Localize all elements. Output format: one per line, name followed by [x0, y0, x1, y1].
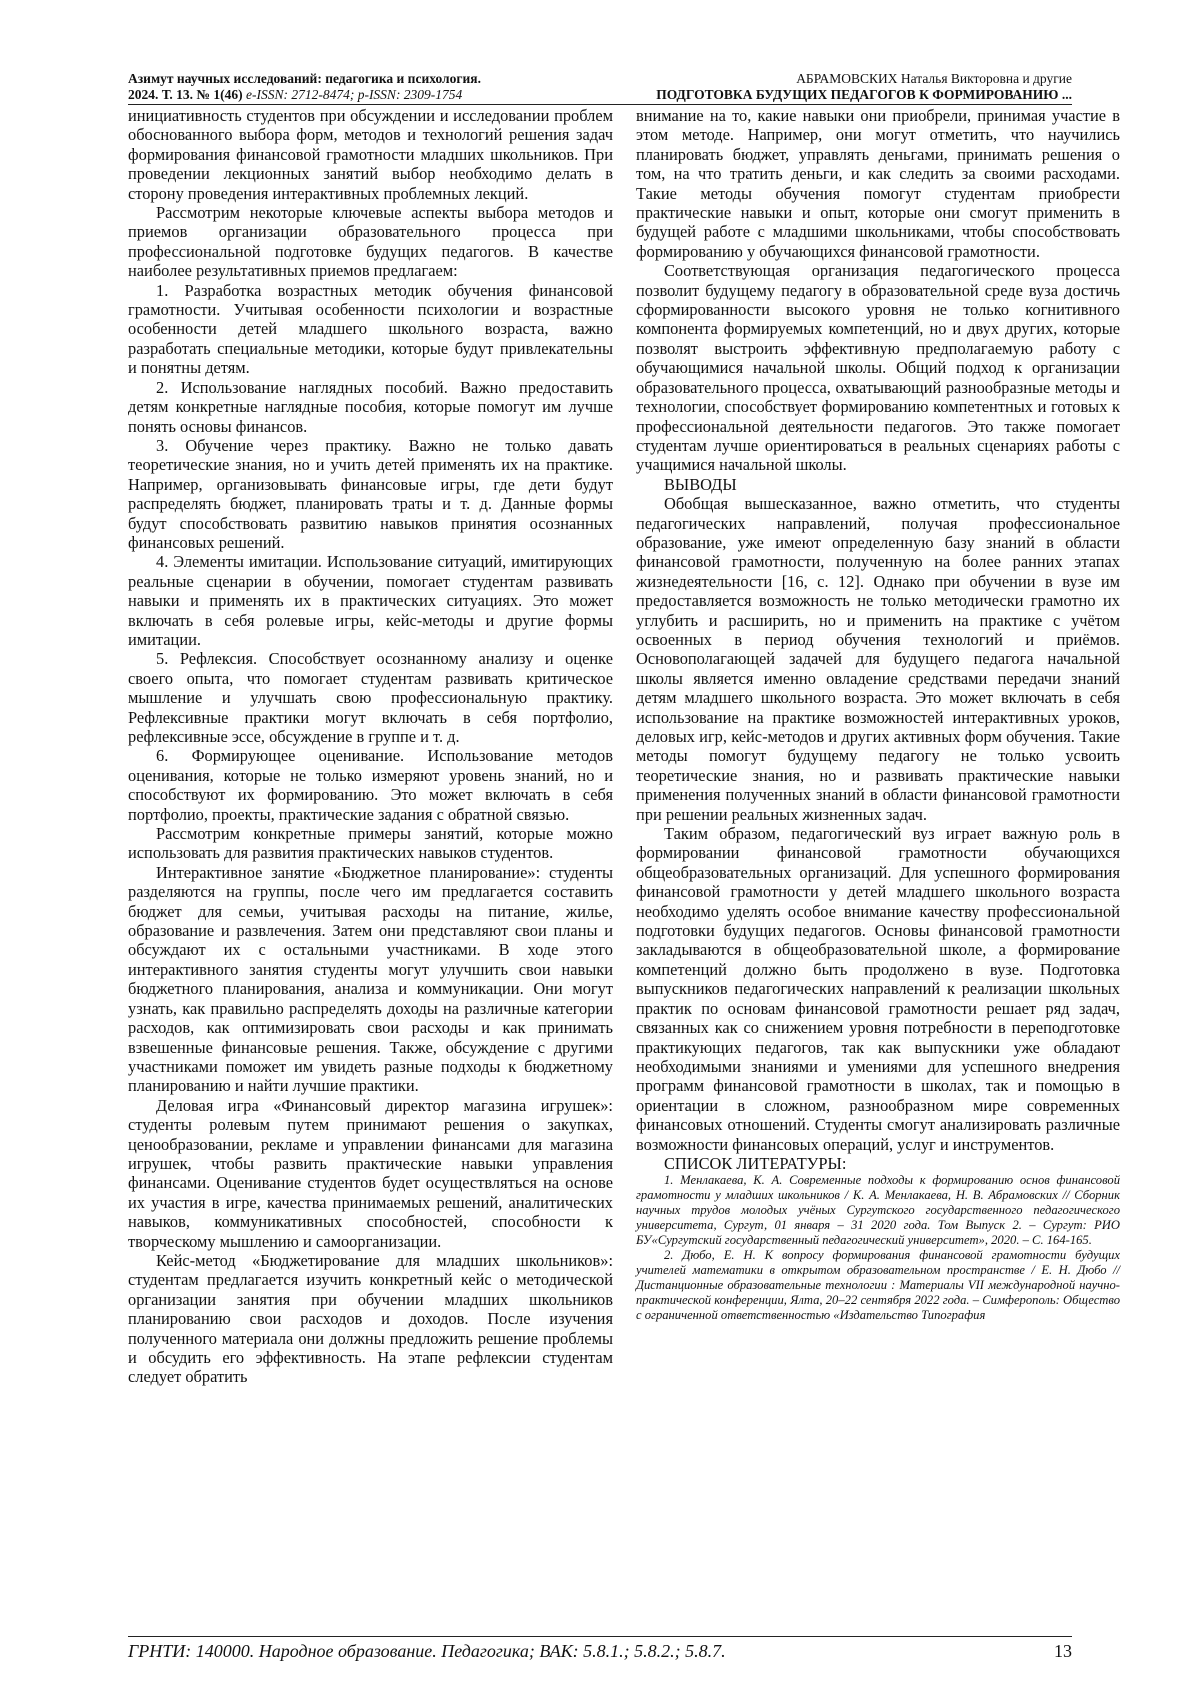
list-item: 2. Использование наглядных пособий. Важно предоставить детям конкретные наглядные пособия, которые помогут им лучше понять основы финансов.: [128, 377, 613, 436]
reference-item: 2. Дюбо, Е. Н. К вопросу формирования финансовой грамотности будущих учителей математики в открытом образовательном пространстве / Е. Н. Дюбо // Дистанционные образовательные технологии : Материалы VII международной научно-практической конференции, Ялта, 20–22 сентября 2022 года. – Симферополь: Общество с ограниченной ответственностью «Издательство Типография: [636, 1248, 1120, 1323]
page-number: 13: [1054, 1641, 1072, 1661]
right-column: [636, 106, 1120, 1323]
paragraph: Рассмотрим некоторые ключевые аспекты выбора методов и приемов организации образовательного процесса при профессиональной подготовке будущих педагогов. В качестве наиболее результативных приемов предлагаем:: [128, 203, 613, 281]
paragraph: Таким образом, педагогический вуз играет важную роль в формировании финансовой грамотности обучающихся общеобразовательных организаций. Для успешного формирования финансовой грамотности у детей младшего школьного возраста необходимо уделять особое внимание качеству профессиональной подготовки будущих педагогов. Основы финансовой грамотности закладываются в общеобразовательной школе, а формирование компетенций должно быть продолжено в вузе. Подготовка выпускников педагогических направлений к реализации школьных практик по основам финансовой грамотности решает ряд задач, связанных как со снижением уровня потребности в переподготовке практикующих педагогов, так как выпускники уже обладают необходимыми знаниями и умениями для успешного внедрения программ финансовой грамотности в школах, так и помощью в ориентации в сложном, разнообразном мире современных финансовых отношений. Студенты смогут анализировать различные возможности финансовых операций, услуг и инструментов.: [636, 824, 1120, 1154]
footer-rule: [128, 1636, 1072, 1637]
journal-volume: 2024. Т. 13. № 1(46): [128, 87, 243, 102]
section-heading-conclusions: ВЫВОДЫ: [664, 474, 737, 494]
paragraph: Обобщая вышесказанное, важно отметить, что студенты педагогических направлений, получая профессиональное образование, уже имеют определенную базу знаний в области финансовой грамотности, полученную на более ранних этапах жизнедеятельности [16, с. 12]. Однако при обучении в вузе им предоставляется возможность не только методически грамотно их углубить и расширить, но и применить на практике с учётом освоенных в период обучения технологий и приёмов. Основополагающей задачей для будущего педагога начальной школы является именно овладение средствами передачи знаний детям младшего школьного возраста. Это может включать в себя использование на практике возможностей интерактивных уроков, деловых игр, кейс-методов и других активных форм обучения. Такие методы помогут будущему педагогу не только усвоить теоретические знания, но и развивать практические навыки применения полученных знаний в области финансовой грамотности при решении реальных жизненных задач.: [636, 494, 1120, 824]
list-item: 1. Разработка возрастных методик обучения финансовой грамотности. Учитывая особенности психологии и возрастные особенности детей младшего школьного возраста, важно разработать специальные методики, которые будут привлекательны и понятны детям.: [128, 280, 613, 378]
paragraph: Соответствующая организация педагогического процесса позволит будущему педагогу в образовательной среде вуза достичь сформированности высокого уровня не только когнитивного компонента формируемых компетенций, но и двух других, которые позволят выстроить эффективную предполагаемую работу с обучающимися начальной школы. Общий подход к организации образовательного процесса, охватывающий разнообразные методы и технологии, способствует формированию компетентных и готовых к профессиональной деятельности педагогов. Это также помогает студентам лучше ориентироваться в реальных сценариях работы с учащимися начальной школы.: [636, 261, 1120, 475]
article-authors: АБРАМОВСКИХ Наталья Викторовна и другие: [796, 71, 1072, 86]
list-item: 5. Рефлексия. Способствует осознанному анализу и оценке своего опыта, что помогает студентам развивать критическое мышление и улучшать свою профессиональную практику. Рефлексивные практики могут включать в себя портфолио, рефлексивные эссе, обсуждение в группе и т. д.: [128, 649, 613, 746]
list-item: 4. Элементы имитации. Использование ситуаций, имитирующих реальные сценарии в обучении, помогает студентам развивать навыки и применять их в практических ситуациях. Это может включать в себя ролевые игры, кейс-методы и другие формы имитации.: [128, 552, 613, 649]
section-heading-references: СПИСОК ЛИТЕРАТУРЫ:: [664, 1153, 847, 1173]
journal-header: [128, 71, 588, 103]
header-rule: [128, 104, 1072, 105]
left-column: [128, 106, 613, 1387]
journal-issn: e-ISSN: 2712-8474; p-ISSN: 2309-1754: [245, 87, 463, 102]
paragraph: Интерактивное занятие «Бюджетное планирование»: студенты разделяются на группы, после чего им предлагается составить бюджет для семьи, учитывая расходы на питание, жилье, образование и развлечения. Затем они представляют свои планы и обсуждают их с остальными участниками. В ходе этого интерактивного занятия студенты могут улучшить свои навыки бюджетного планирования, анализа и коммуникации. Они могут узнать, как правильно распределять доходы на различные категории расходов, как оптимизировать свои расходы и как принимать взвешенные финансовые решения. Также, обсуждение с другими участниками поможет им увидеть разные подходы к бюджетному планированию и найти лучшие практики.: [128, 862, 613, 1096]
list-item: 6. Формирующее оценивание. Использование методов оценивания, которые не только измеряют уровень знаний, но и способствуют их формированию. Это может включать в себя портфолио, проекты, практические задания с обратной связью.: [128, 746, 613, 824]
paragraph: Деловая игра «Финансовый директор магазина игрушек»: студенты ролевым путем принимают решения о закупках, ценообразовании, рекламе и управлении финансами для магазина игрушек, чтобы развить практические навыки управления финансами. Оценивание студентов будет осуществляться на основе их участия в игре, качества принимаемых решений, аналитических навыков, коммуникативных способностей, способности к творческому мышлению и самоорганизации.: [128, 1095, 613, 1251]
article-title: ПОДГОТОВКА БУДУЩИХ ПЕДАГОГОВ К ФОРМИРОВАНИЮ ...: [656, 87, 1072, 102]
paragraph: внимание на то, какие навыки они приобрели, принимая участие в этом методе. Например, они могут отметить, что научились планировать бюджет, управлять деньгами, принимать решения о том, на что тратить деньги, и как следить за своими расходами. Такие методы обучения помогут студентам приобрести практические навыки и опыт, которые они смогут применить в будущей работе с младшими школьниками, чтобы способствовать формированию у обучающихся финансовой грамотности.: [636, 106, 1120, 261]
reference-item: 1. Менлакаева, К. А. Современные подходы к формированию основ финансовой грамотности у младших школьников / К. А. Менлакаева, Н. В. Абрамовских // Сборник научных трудов молодых учёных Сургутского государственного педагогического университета, Сургут, 01 января – 31 2020 года. Том Выпуск 2. – Сургут: РИО БУ«Сургутский государственный педагогический университет», 2020. – С. 164-165.: [636, 1173, 1120, 1248]
article-header: [552, 71, 1072, 103]
paragraph: инициативность студентов при обсуждении и исследовании проблем обоснованного выбора форм, методов и технологий решения задач формирования финансовой грамотности младших школьников. При проведении лекционных занятий выбор необходимо делать в сторону проведения интерактивных проблемных лекций.: [128, 106, 613, 203]
footer-classification: ГРНТИ: 140000. Народное образование. Педагогика; ВАК: 5.8.1.; 5.8.2.; 5.8.7.: [128, 1641, 726, 1661]
journal-title: Азимут научных исследований: педагогика и психология.: [128, 71, 481, 86]
paragraph: Рассмотрим конкретные примеры занятий, которые можно использовать для развития практических навыков студентов.: [128, 824, 613, 863]
list-item: 3. Обучение через практику. Важно не только давать теоретические знания, но и учить детей применять их на практике. Например, организовывать финансовые игры, где дети будут распределять бюджет, планировать траты и т. д. Данные формы будут способствовать развитию навыков принятия осознанных финансовых решений.: [128, 435, 613, 552]
paragraph: Кейс-метод «Бюджетирование для младших школьников»: студентам предлагается изучить конкретный кейс о методической организации занятия при обучении младших школьников планированию свои расходов и доходов. После изучения полученного материала они должны предложить решение проблемы и обсудить его эффективность. На этапе рефлексии студентам следует обратить: [128, 1250, 613, 1387]
